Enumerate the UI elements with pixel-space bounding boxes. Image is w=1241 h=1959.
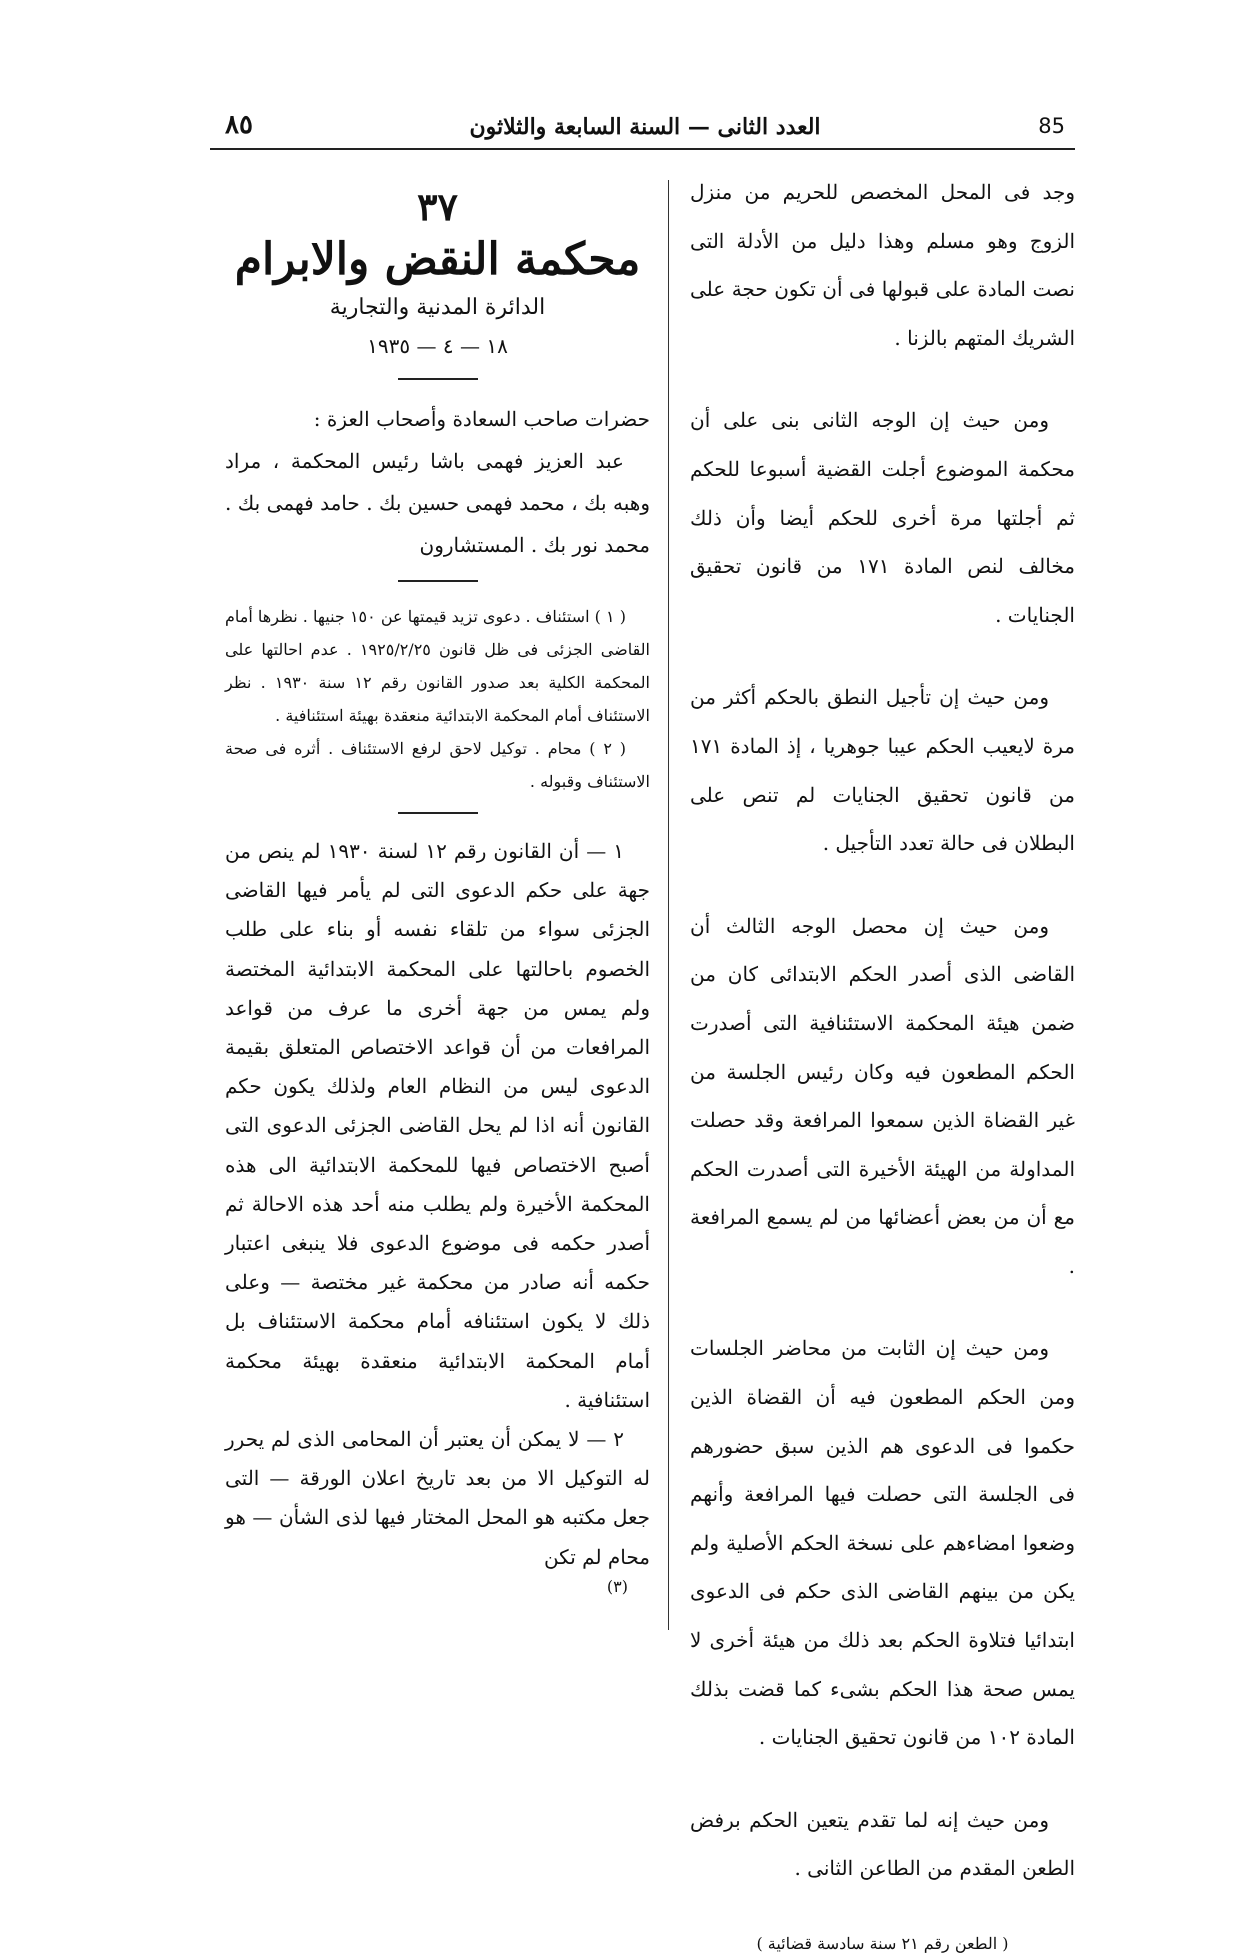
page-number-latin: 85 (1038, 114, 1065, 138)
right-column (690, 168, 1075, 1959)
section-rule (398, 378, 478, 380)
column-divider (668, 180, 669, 1630)
judges-intro: حضرات صاحب السعادة وأصحاب العزة : (313, 407, 650, 431)
legal-principle: ١ — أن القانون رقم ١٢ لسنة ١٩٣٠ لم ينص من جهة على حكم الدعوى التى لم يأمر فيها القاضى الجزئى سواء من تلقاء نفسه أو بناء على طلب الخصوم باحالتها على المحكمة الابتدائية المختصة ولم يمس من جهة أخرى ما عرف من قواعد المرافعات من أن قواعد الاختصاص المتعلق بقيمة الدعوى ليس من النظام العام ولذلك يكون حكم القانون أنه اذا لم يحل القاضى الجزئى الدعوى التى أصبح الاختصاص فيها للمحكمة الابتدائية الى هذه المحكمة الأخيرة ولم يطلب منه أحد هذه الاحالة ثم أصدر حكمه فى موضوع الدعوى فلا ينبغى اعتبار حكمه أنه صادر من محكمة غير مختصة — وعلى ذلك لا يكون استئنافه أمام محكمة الاستئناف بل أمام المحكمة الابتدائية منعقدة بهيئة محكمة استئنافية . (225, 839, 650, 1412)
left-column (225, 168, 650, 1597)
header-rule (210, 148, 1075, 150)
signature-mark: (٣) (606, 1576, 628, 1596)
paragraph: ومن حيث إن الثابت من محاضر الجلسات ومن الحكم المطعون فيه أن القضاة الذين حكموا فى الدعوى هم الذين سبق حضورهم فى الجلسة التى حصلت فيها المرافعة وأنهم وضعوا امضاءهم على نسخة الحكم الأصلية ولم يكن من بينهم القاضى الذى حكم فى الدعوى ابتدائيا فتلاوة الحكم بعد ذلك من هيئة أخرى لا يمس صحة هذا الحكم بشىء كما قضت بذلك المادة ١٠٢ من قانون تحقيق الجنايات . (690, 1336, 1075, 1750)
paragraph: وجد فى المحل المخصص للحريم من منزل الزوج وهو مسلم وهذا دليل من الأدلة التى نصت المادة على قبولها فى أن تكون حجة على الشريك المتهم بالزنا . (690, 180, 1075, 350)
paragraph: ومن حيث إن محصل الوجه الثالث أن القاضى الذى أصدر الحكم الابتدائى كان من ضمن هيئة المحكمة الاستئنافية التى أصدرت الحكم المطعون فيه وكان رئيس الجلسة من غير القضاة الذين سمعوا المرافعة وقد حصلت المداولة من الهيئة الأخيرة التى أصدرت الحكم مع أن من بعض أعضائها من لم يسمع المرافعة . (690, 913, 1075, 1278)
paragraph: ومن حيث إنه لما تقدم يتعين الحكم برفض الطعن المقدم من الطاعن الثانى . (690, 1807, 1075, 1881)
page-number-arabic: ٨٥ (225, 110, 253, 140)
judges-names: عبد العزيز فهمى باشا رئيس المحكمة ، مراد وهبه بك ، محمد فهمى حسين بك . حامد فهمى بك . محمد نور بك . المستشارون (225, 449, 650, 557)
page-header (225, 110, 1065, 150)
section-rule (398, 812, 478, 814)
court-name: محكمة النقض والابرام (234, 234, 641, 285)
case-citation: ( الطعن رقم ٢١ سنة سادسة قضائية ) (756, 1934, 1009, 1953)
judges-block (225, 398, 650, 566)
judgment-date: ١٨ — ٤ — ١٩٣٥ (367, 334, 508, 358)
paragraph: ومن حيث إن تأجيل النطق بالحكم أكثر من مرة لايعيب الحكم عيبا جوهريا ، إذ المادة ١٧١ من قانون تحقيق الجنايات لم تنص على البطلان فى حالة تعدد التأجيل . (690, 685, 1075, 856)
running-title: العدد الثانى — السنة السابعة والثلاثون (469, 114, 821, 140)
paragraph: ومن حيث إن الوجه الثانى بنى على أن محكمة الموضوع أجلت القضية أسبوعا للحكم ثم أجلتها مرة أخرى للحكم أيضا وأن ذلك مخالف لنص المادة ١٧١ من قانون تحقيق الجنايات . (690, 408, 1075, 627)
section-rule (398, 580, 478, 582)
legal-principle: ٢ — لا يمكن أن يعتبر أن المحامى الذى لم يحرر له التوكيل الا من بعد تاريخ اعلان الورقة — التى جعل مكتبه هو المحل المختار فيها لذى الشأن — هو محام لم تكن (225, 1427, 650, 1569)
chamber-name: الدائرة المدنية والتجارية (329, 295, 546, 320)
headnote: ( ٢ ) محام . توكيل لاحق لرفع الاستئناف . أثره فى صحة الاستئناف وقبوله . (225, 739, 650, 791)
headnote: ( ١ ) استئناف . دعوى تزيد قيمتها عن ١٥٠ جنيها . نظرها أمام القاضى الجزئى فى ظل قانون ١٩٢٥/٢/٢٥ . عدم احالتها على المحكمة الكلية بعد صدور القانون رقم ١٢ سنة ١٩٣٠ . نظر الاستئناف أمام المحكمة الابتدائية منعقدة بهيئة استئنافية . (225, 607, 650, 725)
case-number: ٣٧ (417, 184, 458, 229)
